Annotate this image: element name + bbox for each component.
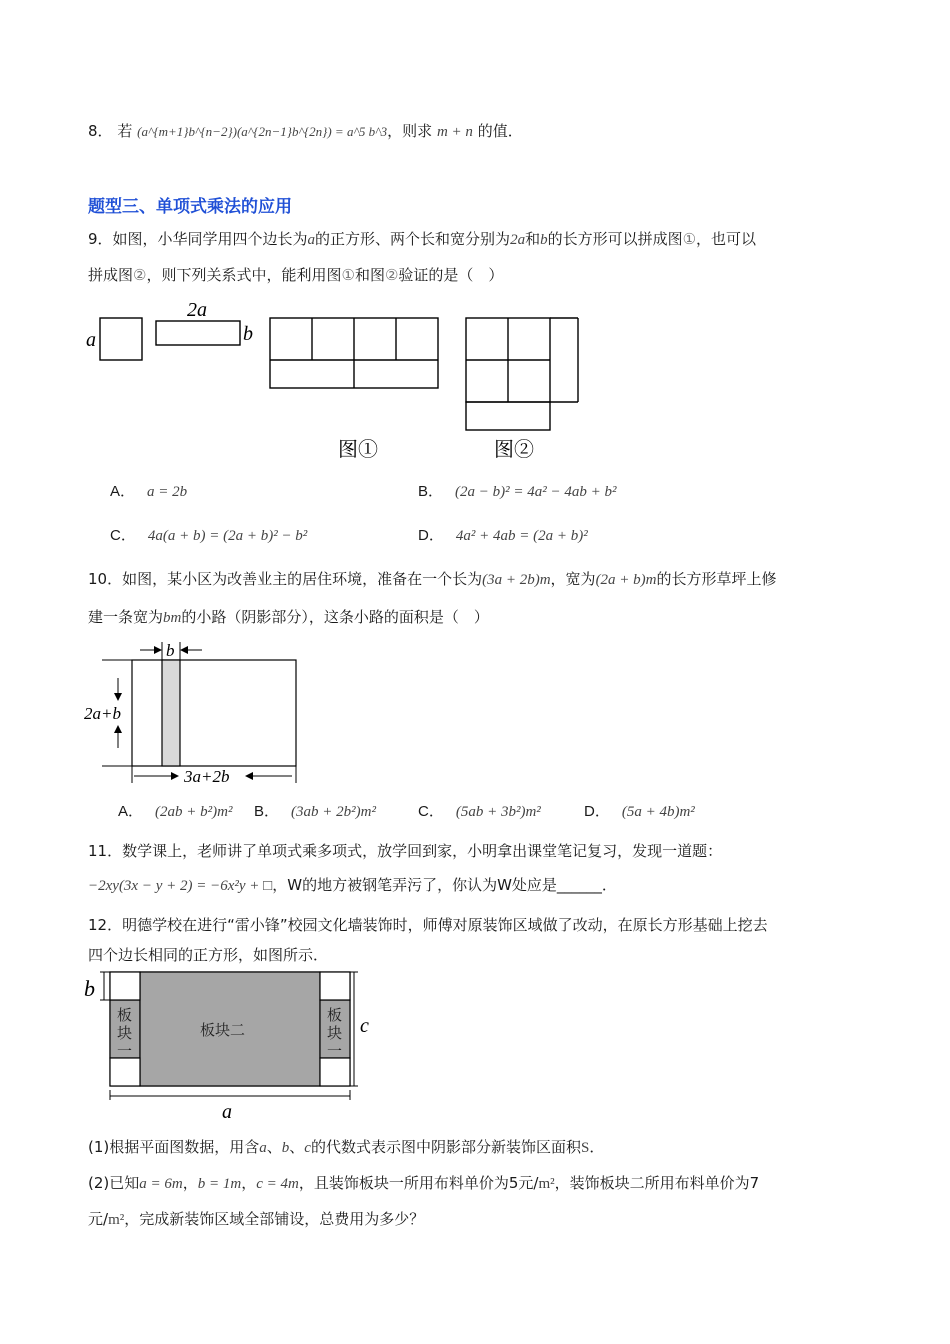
question-text: ，且装饰板块一所用布料单价为5元/ <box>298 1174 539 1192</box>
question-text: 和 <box>525 230 541 248</box>
question-12-line-2: 四个边长相同的正方形，如图所示． <box>88 946 329 964</box>
option-label: B． <box>418 483 444 500</box>
question-text: 9．如图，小华同学用四个边长为 <box>88 230 308 248</box>
lawn-rect <box>132 660 296 766</box>
question-10-line-1 <box>88 568 777 591</box>
label-2a: 2a <box>187 299 207 321</box>
q10-figure <box>80 638 320 788</box>
option-label: D． <box>584 803 610 820</box>
question-9-line-2 <box>88 264 503 287</box>
question-text: 若 <box>117 122 133 140</box>
label-b: b <box>243 323 253 345</box>
option-label: A． <box>110 483 136 500</box>
variable: S <box>580 1140 590 1156</box>
question-text: 的长方形可以拼成图 <box>547 230 683 248</box>
formula: bm <box>163 610 182 626</box>
formula: (3a + 2b)m <box>482 572 551 588</box>
formula: (a^{m+1}b^{n−2})(a^{2n−1}b^{2n}) = a^5 b^3 <box>137 124 388 139</box>
q9-option-a[interactable] <box>110 480 187 501</box>
variable: c <box>304 1140 311 1156</box>
variable: a <box>259 1140 267 1156</box>
square-a <box>100 318 142 360</box>
label-b: b <box>166 641 175 660</box>
caption-figure-2: 图② <box>494 439 534 461</box>
formula: (2a + b)m <box>595 572 657 588</box>
question-text: ，装饰板块二所用布料单价为7 <box>554 1174 760 1192</box>
question-text: (1)根据平面图数据，用含 <box>88 1138 260 1156</box>
question-text: ，则下列关系式中，能利用图 <box>146 266 342 284</box>
label-c: c <box>360 1015 369 1037</box>
question-12-line-1: 12．明德学校在进行“雷小锋”校园文化墙装饰时，师傅对原装饰区域做了改动，在原长方形基础上挖去 <box>88 916 768 934</box>
question-text: ， <box>241 1174 257 1192</box>
option-formula: (3ab + 2b²)m² <box>291 804 376 820</box>
circled-number: ① <box>682 232 697 248</box>
q10-option-a[interactable] <box>118 800 232 821</box>
caption-figure-1: 图① <box>338 439 378 461</box>
formula: m + n <box>436 124 473 140</box>
panel-1-label: 一 <box>327 1044 343 1060</box>
question-text: 验证的是（ ） <box>398 266 504 284</box>
q9-figure <box>80 296 600 466</box>
question-text: 的值． <box>477 122 523 140</box>
path-shaded <box>162 660 180 766</box>
option-label: C． <box>110 527 136 544</box>
panel-1-label: 一 <box>117 1044 133 1060</box>
question-text: ， <box>182 1174 198 1192</box>
option-formula: a = 2b <box>147 484 188 500</box>
option-label: C． <box>418 803 444 820</box>
panel-2-label: 板块二 <box>200 1023 246 1039</box>
variable: 2a <box>510 232 526 248</box>
question-text: ． <box>589 1138 605 1156</box>
option-formula: 4a(a + b) = (2a + b)² − b² <box>147 528 308 544</box>
question-9-line-1 <box>88 228 756 251</box>
formula: b = 1m <box>197 1176 242 1192</box>
question-text: 10．如图，某小区为改善业主的居住环境，准备在一个长为 <box>88 570 483 588</box>
question-text: ，W的地方被钢笔弄污了，你认为W处应是______． <box>272 876 617 894</box>
label-height: 2a+b <box>84 704 121 723</box>
formula: c = 4m <box>256 1176 299 1192</box>
question-text: 元/ <box>88 1210 109 1228</box>
question-text: 的代数式表示图中阴影部分新装饰区面积 <box>310 1138 581 1156</box>
option-formula: (5a + 4b)m² <box>621 804 695 820</box>
question-text: ，完成新装饰区域全部铺设，总费用为多少？ <box>124 1210 425 1228</box>
question-11-line-2 <box>88 874 617 897</box>
question-10-line-2 <box>88 606 489 629</box>
label-b: b <box>84 976 95 1001</box>
label-a: a <box>222 1101 232 1123</box>
panel-1-label: 板 <box>117 1008 133 1024</box>
label-a: a <box>86 329 96 351</box>
question-number: 8． <box>88 122 113 140</box>
question-text: (2)已知 <box>88 1174 140 1192</box>
question-text: 、 <box>266 1138 282 1156</box>
panel-1-label: 板 <box>327 1008 343 1024</box>
formula: a = 6m <box>139 1176 183 1192</box>
question-text: 和图 <box>354 266 385 284</box>
q12-figure <box>80 966 380 1126</box>
question-12-part-2-cont <box>88 1208 424 1231</box>
section-heading: 题型三、单项式乘法的应用 <box>88 197 292 217</box>
q9-option-c[interactable] <box>110 524 307 545</box>
option-label: A． <box>118 803 144 820</box>
option-formula: (2a − b)² = 4a² − 4ab + b² <box>455 484 617 500</box>
question-8 <box>88 120 523 143</box>
q9-option-b[interactable] <box>418 480 617 501</box>
variable: a <box>307 232 316 248</box>
label-width: 3a+2b <box>184 767 230 786</box>
circled-number: ② <box>133 268 147 284</box>
option-formula: 4a² + 4ab = (2a + b)² <box>455 528 588 544</box>
option-formula: (5ab + 3b²)m² <box>455 804 541 820</box>
unit: m² <box>538 1176 555 1192</box>
figure-1 <box>270 318 438 388</box>
rect-2a-b <box>156 321 240 345</box>
q10-option-c[interactable] <box>418 800 541 821</box>
question-text: ，宽为 <box>550 570 596 588</box>
question-12-part-1 <box>88 1136 604 1159</box>
panel-1-label: 块 <box>117 1026 133 1042</box>
question-text: 的长方形草坪上修 <box>656 570 777 588</box>
circled-number: ① <box>341 268 355 284</box>
option-formula: (2ab + b²)m² <box>155 804 233 820</box>
option-label: B． <box>254 803 280 820</box>
question-text: ，也可以 <box>696 230 757 248</box>
question-text: 的正方形、两个长和宽分别为 <box>315 230 511 248</box>
panel-1-label: 块 <box>327 1026 343 1042</box>
question-12-part-2 <box>88 1172 759 1195</box>
q10-option-d[interactable] <box>584 800 695 821</box>
question-text: 建一条宽为 <box>88 608 164 626</box>
variable: b <box>281 1140 290 1156</box>
formula: −2xy(3x − y + 2) = −6x²y + □ <box>88 878 273 894</box>
circled-number: ② <box>384 268 399 284</box>
question-text: 的小路（阴影部分），这条小路的面积是（ ） <box>181 608 489 626</box>
question-text: 、 <box>289 1138 305 1156</box>
question-11-line-1: 11．数学课上，老师讲了单项式乘多项式，放学回到家，小明拿出课堂笔记复习，发现一道题： <box>88 842 723 860</box>
variable: b <box>540 232 548 248</box>
unit: m² <box>108 1212 125 1228</box>
q9-option-d[interactable] <box>418 524 588 545</box>
question-text: 拼成图 <box>88 266 134 284</box>
q10-option-b[interactable] <box>254 800 376 821</box>
question-text: ，则求 <box>387 122 433 140</box>
option-label: D． <box>418 527 444 544</box>
figure-2 <box>466 318 578 430</box>
